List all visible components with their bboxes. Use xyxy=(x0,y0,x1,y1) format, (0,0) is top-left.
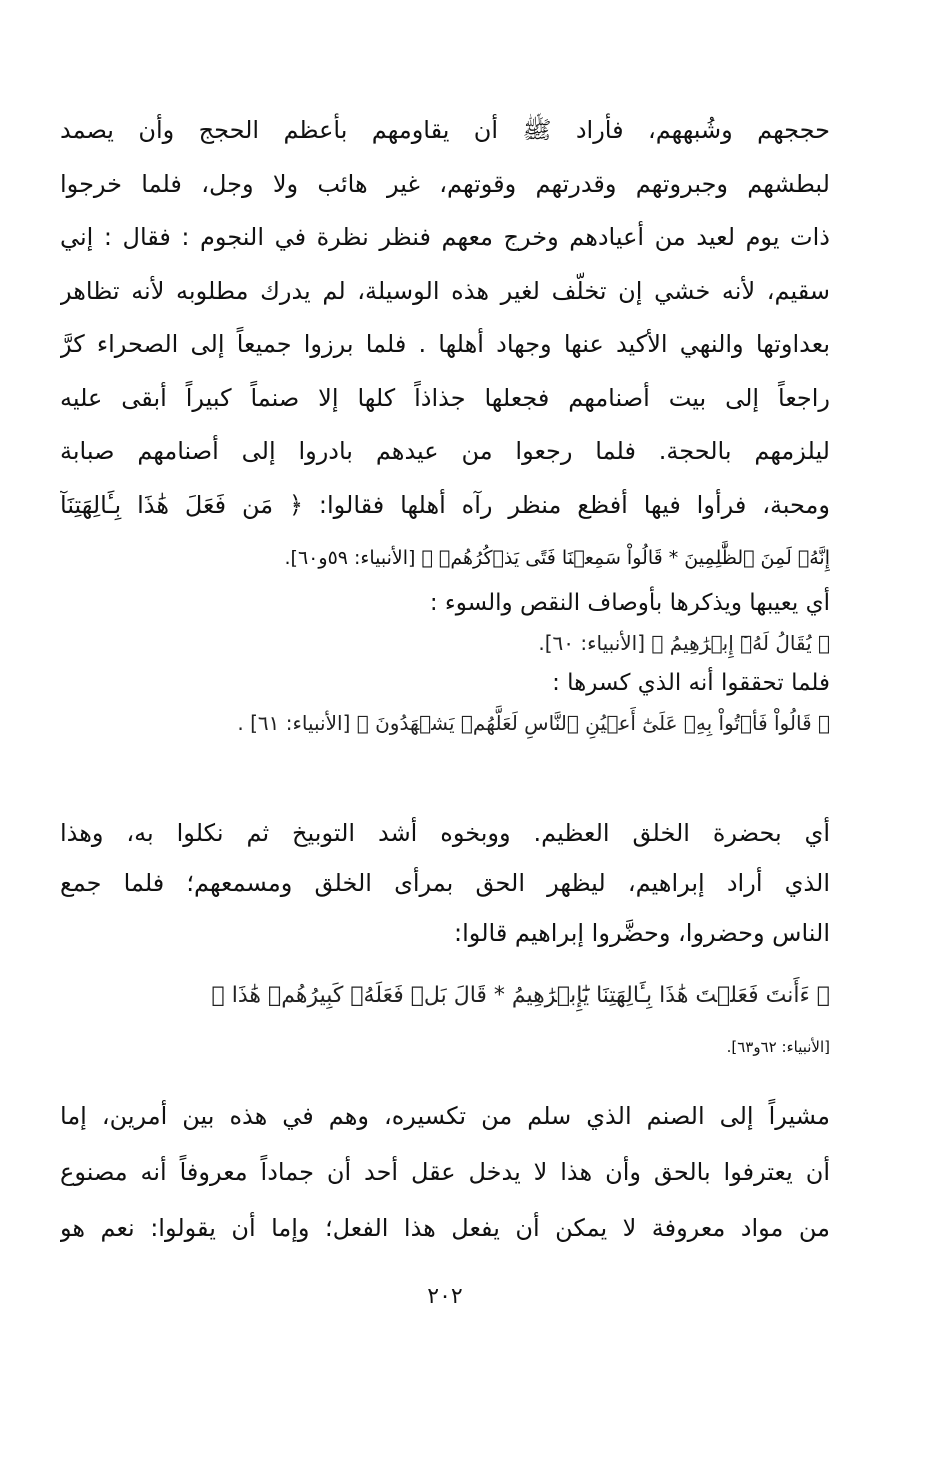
paragraph-4 xyxy=(60,1088,830,1256)
text-line: راجعاً إلى بيت أصنامهم فجعلها جذاذاً كلها إلا صنماً كبيراً أبقى عليه xyxy=(60,383,830,412)
text-line: ذات يوم لعيد من أعيادهم وخرج معهم فنظر نظرة في النجوم : فقال : إني xyxy=(60,223,830,251)
page-number: ٢٠٢ xyxy=(427,1284,463,1309)
verse-commentary-block xyxy=(60,583,830,743)
text-line: أي بحضرة الخلق العظيم. ووبخوه أشد التوبيخ ثم نكلوا به، وهذا xyxy=(60,819,830,847)
paragraph-1-text xyxy=(60,104,830,586)
paragraph-3 xyxy=(60,808,830,958)
text-line: الناس وحضروا، وحضَّروا إبراهيم قالوا: xyxy=(454,919,830,947)
verse-reference: [الأنبياء: ٦٢و٦٣]. xyxy=(726,1038,830,1056)
text-line: حججهم وشُبههم، فأراد ﷺ أن يقاومهم بأعظم الحجج وأن يصمد xyxy=(60,116,830,144)
text-line: مشيراً إلى الصنم الذي سلم من تكسيره، وهم في هذه بين أمرين، إما xyxy=(60,1102,830,1130)
commentary-line: فلما تحققوا أنه الذي كسرها : xyxy=(552,670,830,696)
quran-verse-line: ﴿ قَالُواْ فَأۡتُواْ بِهِۦ عَلَىٰٓ أَعۡيُنِ ٱلنَّاسِ لَعَلَّهُمۡ يَشۡهَدُونَ ﴾ [الأنبياء: ٦١] . xyxy=(237,711,830,735)
commentary-line: أي يعيبها ويذكرها بأوصاف النقص والسوء : xyxy=(429,590,830,616)
quran-verse-line: ﴿ يُقَالُ لَهُۥٓ إِبۡرَٰهِيمُ ﴾ [الأنبياء: ٦٠]. xyxy=(538,631,830,655)
text-line: ومحبة، فرأوا فيها أفظع منظر رآه أهلها فقالوا: ﴿ مَن فَعَلَ هَٰذَا بِـَٔالِهَتِنَآ xyxy=(60,490,830,519)
text-line: بعداوتها والنهي الأكيد عنها وجهاد أهلها . فلما برزوا جميعاً إلى الصحراء كرَّ xyxy=(60,330,830,358)
text-line: الذي أراد إبراهيم، ليظهر الحق بمرأى الخلق ومسمعهم؛ فلما جمع xyxy=(60,869,830,897)
text-line: ليلزمهم بالحجة. فلما رجعوا من عيدهم بادروا إلى أصنامهم صبابة xyxy=(60,437,830,465)
text-line: من مواد معروفة لا يمكن أن يفعل هذا الفعل؛ وإما أن يقولوا: نعم هو xyxy=(60,1214,830,1242)
paragraph-1 xyxy=(60,104,830,586)
text-line: إِنَّهُۥ لَمِنَ ٱلظَّٰلِمِينَ * قَالُواْ سَمِعۡنَا فَتًى يَذۡكُرُهُمۡ ﴾ [الأنبياء: ٥٩و٦٠]. xyxy=(284,547,830,569)
text-line: أن يعترفوا بالحق وأن هذا لا يدخل عقل أحد أن جماداً معروفاً أنه مصنوع xyxy=(60,1158,830,1186)
text-line: سقيم، لأنه خشي إن تخلّف لغير هذه الوسيلة، لم يدرك مطلوبه لأنه تظاهر xyxy=(60,276,830,305)
quran-verse: ﴿ ءَأَنتَ فَعَلۡتَ هَٰذَا بِـَٔالِهَتِنَا يَٰٓإِبۡرَٰهِيمُ * قَالَ بَلۡ فَعَلَهُۥ كَبِيرُهُمۡ هَٰذَا ﴾ xyxy=(211,983,830,1008)
text-line: لبطشهم وجبروتهم وقدرتهم وقوتهم، غير هائب ولا وجل، فلما خرجوا xyxy=(60,169,830,198)
